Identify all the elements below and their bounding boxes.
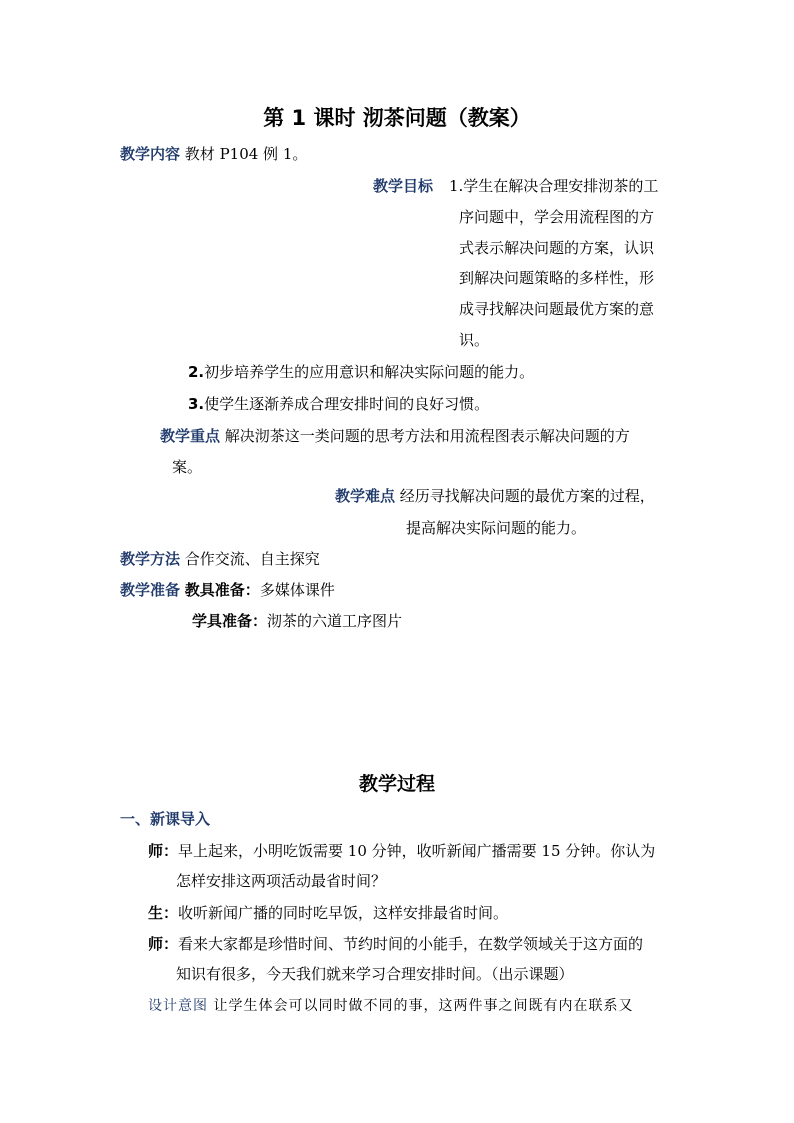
goal-3-text: 使学生逐渐养成合理安排时间的良好习惯。 [204, 395, 490, 413]
key-text-cont: 案。 [172, 458, 203, 476]
student-prep-text: 沏茶的六道工序图片 [267, 612, 403, 630]
design-text: 让学生体会可以同时做不同的事，这两件事之间既有内在联系又 [213, 998, 634, 1014]
goal-1-line: 成寻找解决问题最优方案的意 [459, 300, 655, 318]
teaching-prep [120, 580, 335, 600]
goal-1-line: 序问题中，学会用流程图的方 [459, 208, 655, 226]
design-label: 设计意图 [148, 998, 208, 1014]
speaker-student: 生： [148, 904, 179, 922]
difficulty-label: 教学难点 [335, 487, 396, 505]
design-intent [148, 996, 633, 1016]
method-text: 合作交流、自主探究 [184, 550, 320, 568]
goal-2-number: 2. [188, 363, 205, 381]
speaker-teacher: 师： [148, 842, 179, 860]
dialog-text: 看来大家都是珍惜时间、节约时间的小能手，在数学领域关于这方面的 [178, 935, 644, 953]
difficulty [335, 486, 655, 506]
process-title: 教学过程 [358, 773, 435, 795]
goal-1-line: 1.学生在解决合理安排沏茶的工 [449, 177, 659, 195]
difficulty-text-cont: 提高解决实际问题的能力。 [406, 519, 587, 537]
teacher-prep-label: 教具准备： [184, 581, 260, 599]
dialog-text: 收听新闻广播的同时吃早饭，这样安排最省时间。 [178, 904, 509, 922]
goal-3 [188, 394, 489, 414]
page-title: 第 1 课时 沏茶问题（教案） [263, 106, 531, 130]
teaching-content [120, 144, 307, 164]
goal-2 [188, 362, 534, 382]
dialog-line [148, 934, 643, 954]
student-prep [192, 611, 402, 631]
dialog-text: 早上起来，小明吃饭需要 10 分钟，收听新闻广播需要 15 分钟。你认为 [178, 842, 656, 860]
dialog-line: 怎样安排这两项活动最省时间？ [176, 872, 387, 890]
goal-1-line: 式表示解决问题的方案，认识 [459, 239, 655, 257]
method-label: 教学方法 [120, 550, 181, 568]
goal-2-text: 初步培养学生的应用意识和解决实际问题的能力。 [204, 363, 535, 381]
goals-label: 教学目标 [373, 177, 434, 195]
key-label: 教学重点 [160, 427, 221, 445]
content-label: 教学内容 [120, 145, 181, 163]
teaching-method [120, 549, 320, 569]
goal-1-line: 到解决问题策略的多样性，形 [459, 269, 655, 287]
dialog-line: 知识有很多，今天我们就来学习合理安排时间。（出示课题） [176, 965, 574, 983]
dialog-line [148, 841, 655, 861]
goal-3-number: 3. [188, 395, 205, 413]
goals-label-line [373, 176, 433, 196]
goal-1-line: 识。 [459, 331, 490, 349]
difficulty-text: 经历寻找解决问题的最优方案的过程， [399, 487, 655, 505]
section-intro-heading: 一、新课导入 [120, 810, 211, 828]
student-prep-label: 学具准备： [192, 612, 268, 630]
key-point [160, 426, 630, 446]
content-text: 教材 P104 例 1。 [184, 145, 308, 163]
prep-label: 教学准备 [120, 581, 181, 599]
teacher-prep-text: 多媒体课件 [259, 581, 335, 599]
speaker-teacher: 师： [148, 935, 179, 953]
key-text: 解决沏茶这一类问题的思考方法和用流程图表示解决问题的方 [224, 427, 630, 445]
dialog-line [148, 903, 508, 923]
